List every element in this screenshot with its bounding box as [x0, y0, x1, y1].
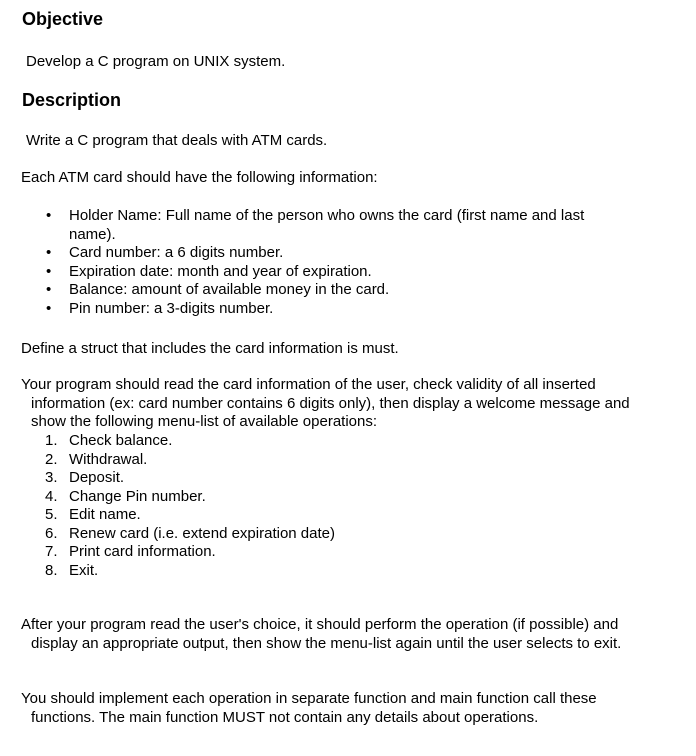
list-item [0, 207, 629, 244]
menu-number: 5. [45, 506, 58, 523]
menu-label: Deposit. [69, 469, 125, 486]
menu-label: Check balance. [69, 432, 173, 449]
list-item [0, 562, 335, 581]
bullet-glyph: • [46, 262, 52, 280]
list-item [0, 300, 629, 319]
program-paragraph: Your program should read the card information of the user, check validity of all inserted information (ex: card number contains 6 digits only), then display a welcome message and show the following menu-list of available operations: [21, 376, 630, 430]
list-item [0, 488, 335, 507]
menu-number: 1. [45, 432, 58, 449]
menu-number: 3. [45, 469, 58, 486]
list-item-text: Pin number: a 3-digits number. [69, 299, 274, 317]
list-item-text: Expiration date: month and year of expiration. [69, 262, 372, 280]
menu-number: 4. [45, 487, 58, 505]
description-intro: Write a C program that deals with ATM cards. [26, 132, 328, 149]
menu-label: Renew card (i.e. extend expiration date) [69, 524, 335, 542]
list-item-text: Balance: amount of available money in the card. [69, 281, 390, 298]
menu-label: Withdrawal. [69, 450, 148, 468]
menu-label: Print card information. [69, 543, 216, 560]
choice-paragraph: After your program read the user's choice, it should perform the operation (if possible) and display an appropriate output, then show the menu-list again until the user selects to exit. [21, 616, 622, 652]
bullet-glyph: • [46, 207, 52, 224]
card-info-list [0, 207, 629, 318]
list-item [0, 451, 335, 470]
list-item-text: Card number: a 6 digits number. [69, 244, 284, 261]
objective-heading: Objective [22, 9, 104, 29]
menu-label: Change Pin number. [69, 487, 206, 505]
list-item [0, 469, 335, 488]
card-info-lead: Each ATM card should have the following information: [21, 169, 378, 186]
list-item [0, 525, 335, 544]
bullet-glyph: • [46, 281, 52, 298]
menu-number: 6. [45, 524, 58, 542]
menu-number: 8. [45, 561, 58, 579]
struct-note: Define a struct that includes the card information is must. [21, 340, 399, 357]
list-item [0, 432, 335, 451]
menu-number: 2. [45, 450, 58, 468]
list-item [0, 543, 335, 562]
menu-label: Exit. [69, 561, 99, 579]
list-item [0, 506, 335, 525]
menu-number: 7. [45, 543, 58, 560]
list-item-text: Holder Name: Full name of the person who owns the card (first name and last name). [69, 207, 585, 243]
bullet-glyph: • [46, 244, 52, 261]
description-heading: Description [22, 90, 122, 110]
functions-paragraph: You should implement each operation in separate function and main function call these functions. The main function MUST not contain any details about operations. [21, 690, 597, 726]
list-item [0, 263, 629, 282]
menu-label: Edit name. [69, 506, 141, 523]
list-item [0, 244, 629, 263]
objective-text: Develop a C program on UNIX system. [26, 53, 286, 70]
bullet-glyph: • [46, 299, 52, 317]
list-item [0, 281, 629, 300]
operations-menu-list [0, 432, 335, 580]
